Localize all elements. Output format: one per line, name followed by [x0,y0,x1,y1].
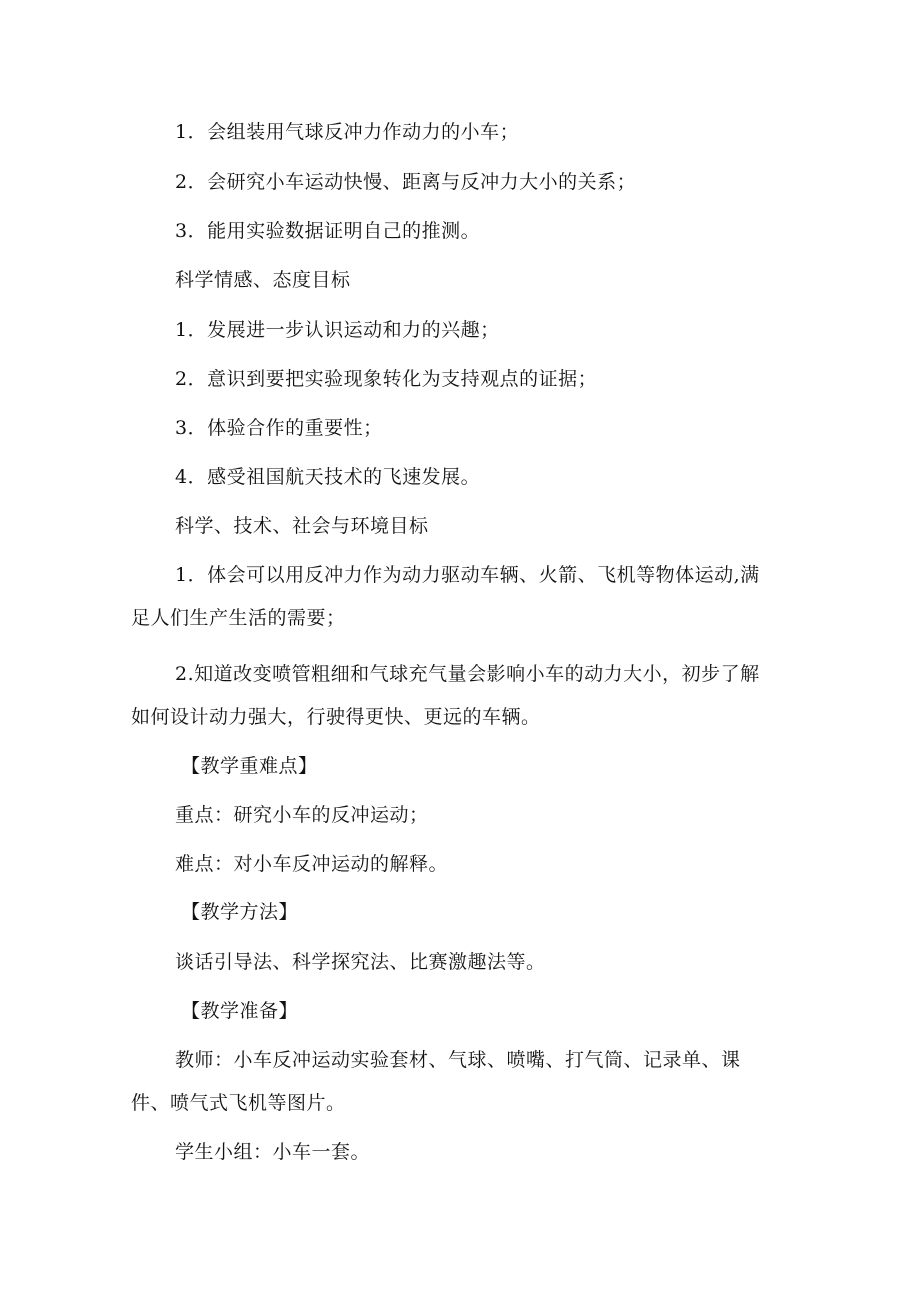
stse-goal-2-continued: 如何设计动力强大，行驶得更快、更远的车辆。 [131,706,541,728]
attitude-goal-2: 2．意识到要把实验现象转化为支持观点的证据； [175,368,598,390]
stse-goal-1-continued: 足人们生产生活的需要； [131,607,346,629]
methods-text: 谈话引导法、科学探究法、比赛激趣法等。 [175,951,546,973]
section-heading-stse: 科学、技术、社会与环境目标 [175,515,429,537]
attitude-goal-4: 4．感受祖国航天技术的飞速发展。 [175,466,481,488]
stse-goal-2: 2.知道改变喷管粗细和气球充气量会影响小车的动力大小，初步了解 [175,663,760,685]
difficult-point: 难点：对小车反冲运动的解释。 [175,853,449,875]
student-materials: 学生小组：小车一套。 [175,1141,371,1163]
section-heading-preparation: 【教学准备】 [181,1000,299,1022]
section-heading-methods: 【教学方法】 [181,901,299,923]
skill-goal-1: 1．会组装用气球反冲力作动力的小车； [175,121,520,143]
attitude-goal-1: 1．发展进一步认识运动和力的兴趣； [175,319,500,341]
section-heading-key-points: 【教学重难点】 [181,755,318,777]
stse-goal-1: 1．体会可以用反冲力作为动力驱动车辆、火箭、飞机等物体运动,满 [175,564,760,586]
teacher-materials: 教师：小车反冲运动实验套材、气球、喷嘴、打气筒、记录单、课 [175,1049,741,1071]
key-point: 重点：研究小车的反冲运动； [175,804,429,826]
section-heading-attitude: 科学情感、态度目标 [175,269,351,291]
skill-goal-3: 3．能用实验数据证明自己的推测。 [175,220,481,242]
skill-goal-2: 2．会研究小车运动快慢、距离与反冲力大小的关系； [175,171,637,193]
teacher-materials-continued: 件、喷气式飞机等图片。 [131,1092,346,1114]
attitude-goal-3: 3．体验合作的重要性； [175,417,383,439]
